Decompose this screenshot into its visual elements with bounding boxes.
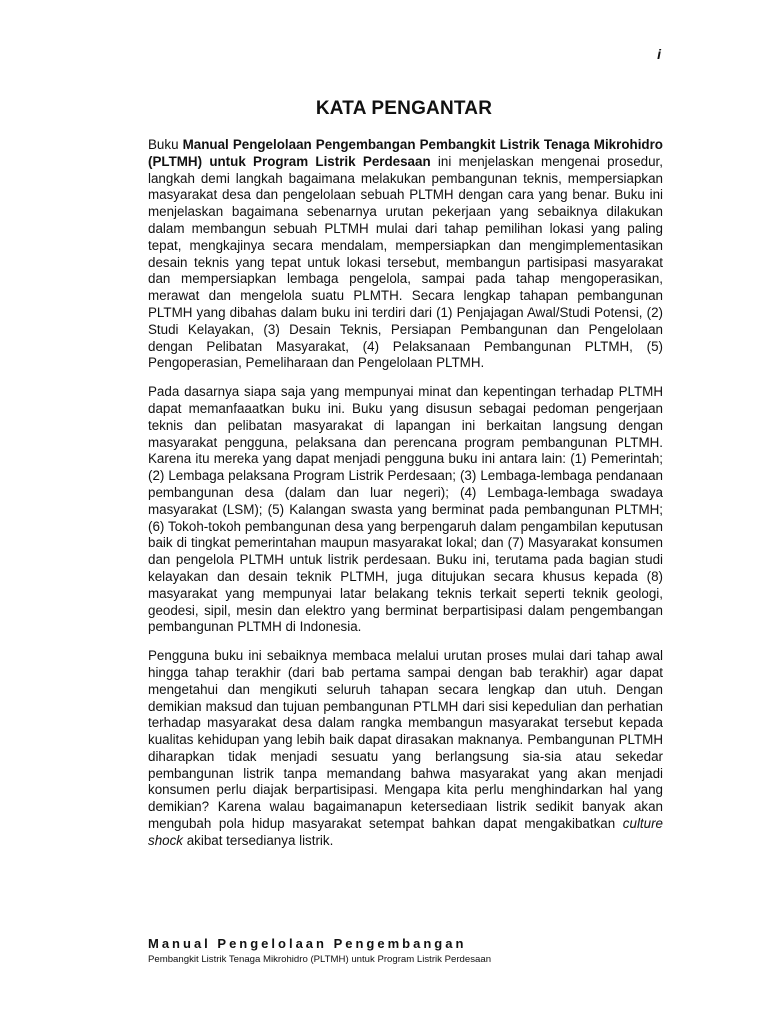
culture-shock-italic: culture shock [148,816,663,848]
book-title-bold: Manual Pengelolaan Pengembangan Pembangkit Listrik Tenaga Mikrohidro (PLTMH) untuk Program Listrik Perdesaan [148,137,663,169]
page-number: i [657,46,661,62]
paragraph-3 [148,648,663,850]
paragraph-1-intro: Buku [148,137,183,152]
paragraph-3-text-after: akibat tersedianya listrik. [182,832,334,848]
footer-subtitle: Pembangkit Listrik Tenaga Mikrohidro (PLTMH) untuk Program Listrik Perdesaan [148,954,492,965]
paragraph-3-text-before: Pengguna buku ini sebaiknya membaca melalui urutan proses mulai dari tahap awal hingga tahap terakhir (dari bab pertama sampai dengan bab terakhir) agar dapat mengetahui dan mengikuti seluruh tahapan secara lengkap dan utuh. Dengan demikian maksud dan tujuan pembangunan PTLMH dari sisi kepedulian dan perhatian terhadap masyarakat desa dalam rangka membangun masyarakat tersebut kepada kualitas kehidupan yang lebih baik dapat dirasakan maknanya. Pembangunan PLTMH diharapkan tidak menjadi sesuatu yang berlangsung sia-sia atau sekedar pembangunan listrik tanpa memandang bahwa masyarakat yang akan menjadi konsumen perlu diajak berpartisipasi. Mengapa kita perlu menghindarkan hal yang demikian? Karena walau bagaimanapun ketersediaan listrik sedikit banyak akan mengubah pola hidup masyarakat setempat bahkan dapat mengakibatkan [148,648,663,832]
paragraph-2 [148,384,663,636]
paragraph-1-rest: ini menjelaskan mengenai prosedur, langkah demi langkah bagaimana melakukan pembangunan teknis, mempersiapkan masyarakat desa dan pengelolaan sebuah PLTMH dengan cara yang benar. Buku ini menjelaskan bagaimana sebenarnya urutan pekerjaan yang sebaiknya dilakukan dalam membangun sebuah PLTMH mulai dari tahap pemilihan lokasi yang paling tepat, mengkajinya secara mendalam, mempersiapkan dan mengimplementasikan desain teknis yang tepat untuk lokasi tersebut, membangun partisipasi masyarakat dan mempersiapkan lembaga pengelola, sampai pada tahap mengoperasikan, merawat dan mengelola suatu PLMTH. Secara lengkap tahapan pembangunan PLTMH yang dibahas dalam buku ini terdiri dari (1) Penjajagan Awal/Studi Potensi, (2) Studi Kelayakan, (3) Desain Teknis, Persiapan Pembangunan dan Pengelolaan dengan Pelibatan Masyarakat, (4) Pelaksanaan Pembangunan PLTMH, (5) Pengoperasian, Pemeliharaan dan Pengelolaan PLTMH. [148,153,663,371]
page-title: KATA PENGANTAR [315,98,493,119]
body-content [148,137,663,862]
footer [148,936,668,965]
footer-title: Manual Pengelolaan Pengembangan [148,936,467,951]
paragraph-1 [148,137,663,372]
paragraph-2-text: Pada dasarnya siapa saja yang mempunyai minat dan kepentingan terhadap PLTMH dapat memanfaaatkan buku ini. Buku yang disusun sebagai pedoman pengerjaan teknis dan pelibatan masyarakat di lapangan ini berkaitan langsung dengan masyarakat pengguna, pelaksana dan perencana program pembangunan PLTMH. Karena itu mereka yang dapat menjadi pengguna buku ini antara lain: (1) Pemerintah; (2) Lembaga pelaksana Program Listrik Perdesaan; (3) Lembaga-lembaga pendanaan pembangunan desa (dalam dan luar negeri); (4) Lembaga-lembaga swadaya masyarakat (LSM); (5) Kalangan swasta yang berminat pada pembangunan PLTMH; (6) Tokoh-tokoh pembangunan desa yang berpengaruh dalam pengambilan keputusan baik di tingkat pemerintahan maupun masyarakat lokal; dan (7) Masyarakat konsumen dan pengelola PLTMH untuk listrik perdesaan. Buku ini, terutama pada bagian studi kelayakan dan desain teknik PLTMH, juga ditujukan secara khusus kepada (8) masyarakat yang mempunyai latar belakang teknis terkait seperti teknik geologi, geodesi, sipil, mesin dan elektro yang berminat berpartisipasi dalam pengembangan pembangunan PLTMH di Indonesia. [148,384,663,635]
